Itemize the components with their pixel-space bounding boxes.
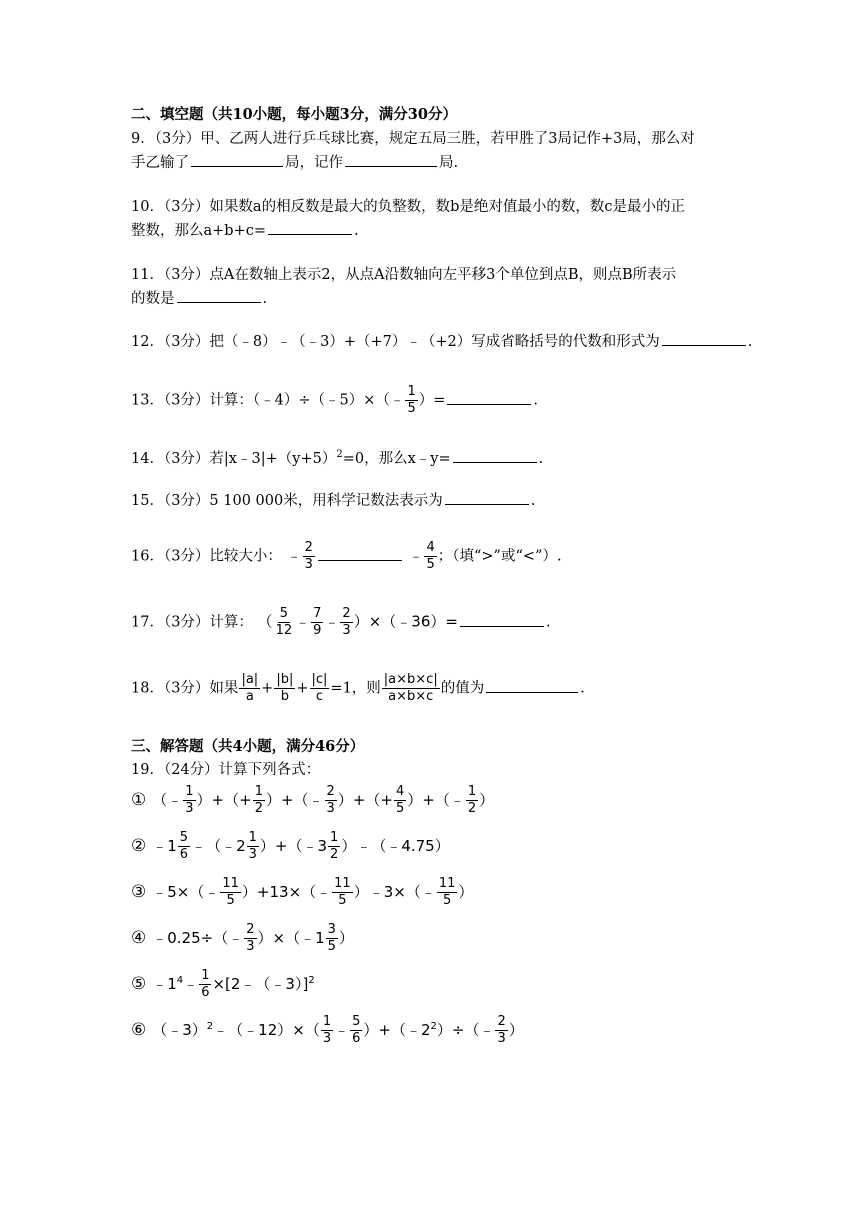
answer-blank (662, 331, 746, 346)
fraction: $\frac{2}{3}$ (304, 540, 313, 572)
answer-blank (191, 152, 283, 167)
expression-2: ② ﹣1 $\frac{5}{6}$ ﹣（﹣2 $\frac{1}{3}$ ）+（﹣3 $\frac{1}{2}$ ）﹣（﹣4.75） (131, 830, 450, 862)
answer-blank (177, 288, 261, 303)
fraction: $\frac{5}{6}$ (352, 1014, 361, 1046)
q19: 19．（24分）计算下列各式： (131, 762, 321, 778)
fraction: $\frac{1}{2}$ (330, 830, 339, 862)
expression-4: ④ ﹣0.25÷（﹣ $\frac{2}{3}$ ）×（﹣1 $\frac{3}{5}$ ） (131, 922, 354, 954)
fraction: $\frac{|a\times b\times c|}{a\times b\times c}$ (383, 672, 438, 704)
fraction: $\frac{1}{3}$ (322, 1014, 332, 1046)
q11-line2: 的数是 . (131, 288, 267, 310)
fraction: $\frac{11}{5}$ (438, 876, 456, 908)
fraction: $\frac{4}{5}$ (395, 784, 405, 816)
q17: 17．（3分）计算： （ $\frac{5}{12}$ ﹣ $\frac{7}{9}$ ﹣ $\frac{2}{3}$ ）×（﹣36）= . (131, 606, 551, 638)
q12: 12．（3分）把（﹣8）﹣（﹣3）+（+7）﹣（+2）写成省略括号的代数和形式为 . (131, 331, 752, 353)
fraction: $\frac{1}{3}$ (248, 830, 257, 862)
fraction: $\frac{5}{6}$ (179, 830, 189, 862)
fraction: $\frac{2}{3}$ (326, 784, 335, 816)
fraction: $\frac{|a|}{a}$ (241, 672, 259, 704)
fraction: $\frac{1}{3}$ (185, 784, 194, 816)
fraction: $\frac{1}{5}$ (407, 384, 416, 416)
q9-line1: 9．（3分）甲、乙两人进行乒乓球比赛，规定五局三胜，若甲胜了3局记作+3局，那么对 (131, 131, 695, 147)
section2-heading: 二、填空题（共10小题，每小题3分，满分30分） (131, 106, 457, 123)
answer-blank (486, 678, 578, 693)
q16: 16．（3分）比较大小： ﹣ $\frac{2}{3}$ ﹣ $\frac{4}{5}$ ；（填“>”或“<”）. (131, 540, 562, 572)
expression-5: ⑤ $﹣1^4﹣$ $\frac{1}{6}$ ×[2﹣（﹣3）]$^2$ (131, 968, 315, 1000)
answer-blank (345, 152, 437, 167)
answer-blank (447, 390, 531, 405)
answer-blank (318, 546, 402, 561)
fraction: $\frac{3}{5}$ (327, 922, 336, 954)
q18: 18．（3分）如果 $\frac{|a|}{a}$ + $\frac{|b|}{b}$ + $\frac{|c|}{c}$ =1，则 $\frac{|a\times b\times c|}{a\times b\times c}$ 的值为 . (131, 672, 585, 704)
fraction: $\frac{4}{5}$ (426, 540, 435, 572)
fraction: $\frac{|b|}{b}$ (276, 672, 294, 704)
answer-blank (460, 612, 544, 627)
q10-line1: 10．（3分）如果数a的相反数是最大的负整数，数b是绝对值最小的数，数c是最小的正 (131, 199, 685, 215)
fraction: $\frac{1}{6}$ (201, 968, 210, 1000)
expression-1: ① （﹣ $\frac{1}{3}$ ）+（+ $\frac{1}{2}$ ）+（﹣ $\frac{2}{3}$ ）+（+ $\frac{4}{5}$ ）+（﹣ $\frac{1}{2}$ ） (131, 784, 495, 816)
fraction: $\frac{2}{3}$ (342, 606, 351, 638)
fraction: $\frac{|c|}{c}$ (311, 672, 328, 704)
answer-blank (268, 220, 352, 235)
q11-line1: 11．（3分）点A在数轴上表示2，从点A沿数轴向左平移3个单位到点B，则点B所表示 (131, 267, 677, 283)
expression-3: ③ ﹣5×（﹣ $\frac{11}{5}$ ）+13×（﹣ $\frac{11}{5}$ ）﹣3×（﹣ $\frac{11}{5}$ ） (131, 876, 474, 908)
fraction: $\frac{7}{9}$ (313, 606, 322, 638)
fraction: $\frac{11}{5}$ (222, 876, 239, 908)
section3-heading: 三、解答题（共4小题，满分46分） (131, 738, 365, 755)
q14: 14．（3分）若$|x﹣3|+(y+5)^2=0$，那么x﹣y= . (131, 449, 544, 467)
answer-blank (445, 490, 529, 505)
fraction: $\frac{1}{2}$ (254, 784, 263, 816)
fraction: $\frac{5}{12}$ (275, 606, 293, 638)
q9-line2: 手乙输了 局，记作 局. (131, 152, 458, 174)
expression-6: ⑥ （﹣3）$^2$﹣（﹣12）×（ $\frac{1}{3}$ ﹣ $\frac{5}{6}$ ）$+(﹣2^2)\div(﹣$ $\frac{2}{3}$ ） (131, 1014, 524, 1046)
answer-blank (453, 448, 537, 463)
q15: 15．（3分）5 100 000米，用科学记数法表示为 . (131, 490, 535, 512)
fraction: $\frac{11}{5}$ (334, 876, 351, 908)
q13: 13．（3分）计算：（﹣4）÷（﹣5）×（﹣ $\frac{1}{5}$ ）= . (131, 384, 538, 416)
fraction: $\frac{1}{2}$ (467, 784, 477, 816)
q10-line2: 整数，那么a+b+c= . (131, 220, 359, 242)
fraction: $\frac{2}{3}$ (246, 922, 255, 954)
fraction: $\frac{2}{3}$ (497, 1014, 506, 1046)
